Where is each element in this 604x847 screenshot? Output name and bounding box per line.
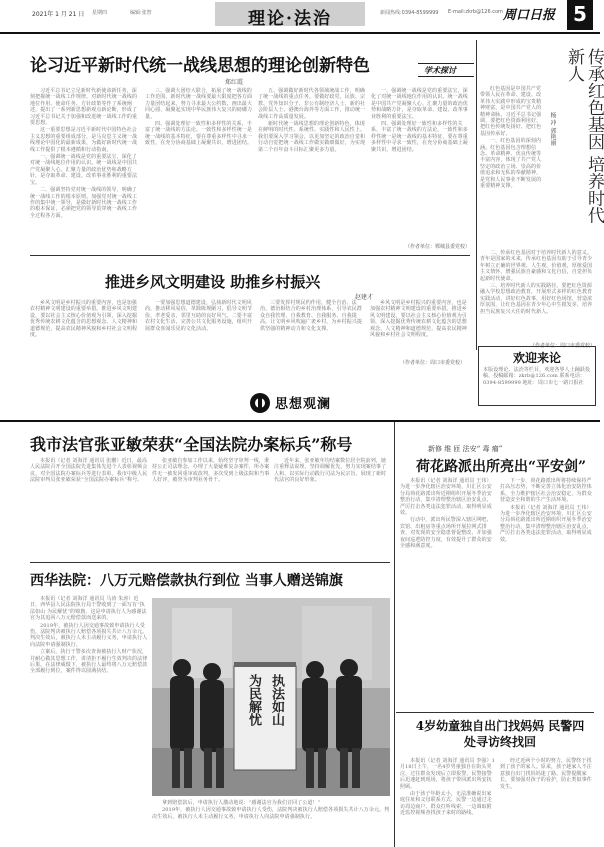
column-label: [418, 63, 474, 77]
paragraph: 本报讯（记者 刘海洋 通讯员 马涛 朱涛）近日，西华县人民法院执行局干警收到了一面写有“执法如山 为民解忧”的锦旗，这是申请执行人为感谢法官为其追回八万元赔偿款而送来的。: [30, 596, 147, 622]
paragraph: 一、强调统一战线是党的重要法宝，深化了对统一战线地位作用的认识。统一战线是中国共产党凝聚人心、汇聚力量的政治优势和战略方针，是夺取革命、建设、改革事业胜利的重要法宝。: [30, 154, 138, 186]
page-number-box: [567, 0, 593, 30]
paragraph: 三、培养时代新人的实践路径。要把红色资源融入学校思想政治教育，开展形式多样的红色教育实践活动，讲好红色故事，用好红色场馆，营造浓厚氛围，让红色基因在青少年心中生根发芽，培养担当民族复兴大任的时代新人。: [480, 283, 593, 315]
news-email: E-mail:zkrb@126.com: [448, 9, 503, 15]
masthead-rule: [0, 32, 600, 34]
column-divider: [476, 40, 477, 350]
paragraph: 新时代统一战线思想的理论创新特色，体现在鲜明的时代性、系统性、实践性和人民性上。我们要深入学习领会，以更加坚定的政治自觉和行动自觉把统一战线工作做实做细做好，为实现第二个百年奋斗目标汇聚更多力量。: [258, 121, 366, 153]
article2-author: 赵建才: [355, 294, 374, 301]
paragraph: 由于孩子年龄太小，无法准确说出家庭住址和父母联系方式，民警一边通过走访周边商户、群众打听线索，一边调取附近监控视频查找孩子来时的路线。: [400, 791, 492, 817]
paragraph: 下一步，荷花路派出所将持续保持严打高压态势，不断完善立体化治安防控体系，全力维护辖区社会治安稳定，为群众营造安全和谐的生产生活环境。: [500, 478, 592, 504]
paragraph: 乡风文明是乡村振兴的重要内容，也是加强农村精神文明建设的重要举措。推进乡风文明建设，要以社会主义核心价值观为引领，深入挖掘优秀传统农耕文化蕴含的思想观念、人文精神和道德规范，提高农民精神风貌和乡村社会文明程度。: [370, 300, 467, 339]
article3-body-col2: [152, 458, 270, 558]
article1-affiliation: （作者单位：郸城县委党校）: [405, 244, 471, 250]
article4-headline: 西华法院：八万元赔偿款执行到位 当事人赠送锦旗: [30, 573, 343, 589]
paper-name: 周口日报: [503, 8, 556, 23]
paragraph: 四、强调处理好一致性和多样性的关系，丰富了统一战线的方法论。一致性和多样性统一是统一战线的基本特征，要在尊重多样性中寻求一致性，在充分协商基础上凝聚共识，增进团结。: [145, 121, 253, 147]
paragraph: 一要加强思想道德建设，弘扬新时代文明风尚，推动移风易俗，革除陈规陋习，倡导文明节俭、孝老爱亲、邻里互助的良好风气。二要丰富农村文化生活，完善公共文化服务设施，组织开展群众喜闻乐见的文化活动。: [145, 300, 253, 332]
paragraph: 拿到赔偿款后，申请执行人激动地说：“感谢法官为我们讨回了公道！”: [162, 800, 321, 806]
paragraph: 习近平总书记立足新时代新使命新任务，深刻把握统一战线工作规律，对新时代统一战线的地位作用、使命任务、方针政策等作了系统阐述，提出了一系列新思想新观点新论断，形成了习近平总书记关于加强和改进统一战线工作的重要思想。: [30, 88, 138, 127]
article1-author: 郑红霞: [225, 79, 244, 86]
column-title: [564, 48, 604, 233]
column-author: 杨 冲 郭艳丽: [549, 112, 556, 146]
article5-body: [400, 478, 495, 706]
sixiang-emblem-icon: [249, 392, 271, 414]
article3-body: [30, 458, 148, 558]
news-hotline: 新闻热线:0394-8599999: [380, 10, 439, 16]
masthead: [0, 0, 600, 44]
paragraph: 行动中，派出所民警深入辖区网吧、宾馆、出租房等重点场所开展拉网式排查，对发现的安全隐患督促整改，并加强夜间巡逻防控力度，有效提升了群众的安全感和满意度。: [400, 517, 492, 550]
column-body: [480, 86, 542, 246]
article4-body-tail: [152, 800, 390, 844]
paragraph: 四、强调处理好一致性和多样性的关系，丰富了统一战线的方法论。一致性和多样性统一是统一战线的基本特征，要在尊重多样性中寻求一致性，在充分协商基础上凝聚共识，增进团结。: [371, 121, 468, 153]
paragraph: 经过近两个小时的努力，民警终于找到了孩子的家人。原来，孩子趁家人不注意独自出门找妈妈迷了路。民警提醒家长，要加强对孩子的看护，防止类似事件发生。: [500, 758, 592, 790]
paragraph: 乡风文明是乡村振兴的重要内容，也是加强农村精神文明建设的重要举措。推进乡风文明建设，要以社会主义核心价值观为引领，深入挖掘优秀传统农耕文化蕴含的思想观念、人文精神和道德规范，提高农民精神风貌和乡村社会文明程度。: [30, 300, 138, 339]
article2-headline: 推进乡风文明建设 助推乡村振兴: [105, 273, 321, 291]
article1-body-col2: [145, 88, 253, 242]
paragraph: 五、强调做好新时代各领域统战工作，明确了统一战线的重点任务。要做好政党、民族、宗教、党外知识分子、非公有制经济人士、新的社会阶层人士、港澳台海外等方面工作，推动统一战线工作高质量发展。: [258, 88, 366, 120]
article2-body-col4: [370, 300, 470, 358]
paragraph: 2019年，被执行人因交通事故致申请执行人受伤，法院判决被执行人赔偿各项损失共计八万余元。判决生效后，被执行人未主动履行义务，申请执行人向法院申请强制执行。: [152, 807, 390, 820]
paragraph: 本报讯（记者 刘海洋 通讯员 王伟）为进一步净化辖区治安环境，川汇区公安分局荷花路派出所近期组织开展冬季治安整治行动，集中清理整治辖区治安乱点，严厉打击各类违法犯罪活动，取得明显成效。: [400, 478, 492, 517]
article6-body-col2: [500, 758, 594, 844]
paragraph: 本报讯（记者 刘海洋 通讯员 王伟）为进一步净化辖区治安环境，川汇区公安分局荷花路派出所近期组织开展冬季治安整治行动，集中清理整治辖区治安乱点，严厉打击各类违法犯罪活动，取得明显成效。: [500, 504, 592, 543]
article1-body: [30, 88, 140, 242]
column-affiliation: （作者单位：周口市委党校）: [530, 343, 596, 349]
article1-body-col3: [258, 88, 366, 242]
paragraph: 三要发挥村规民约作用，健全自治、法治、德治相结合的乡村治理体系，引导农民群众自我管理、自我教育、自我服务、自我提高，让文明乡风吹遍广袤乡村，为乡村振兴提供坚强的精神动力和文化支撑。: [260, 300, 363, 332]
paragraph: 一、红色基因的深刻内涵。红色基因包含理想信念、革命精神、优良传统等丰富内容，体现了共产党人坚定的政治立场、崇高的价值追求和无私的奉献精神，是党和人民事业不断发展的重要精神支撑。: [480, 138, 542, 190]
article3-headline: 我市法官张亚敏荣获“全国法院办案标兵”称号: [30, 435, 353, 454]
right-divider: [394, 422, 395, 847]
paragraph: 本报讯（记者 刘海洋 通讯员 张鹏）近日，最高人民法院召开全国法院先进集体先进个人表彰视频会议，对全国法院办案标兵等进行表彰。我市中级人民法院审判员张亚敏荣获“全国法院办案标兵”称号。: [30, 458, 148, 484]
paragraph: 这一重要思想是习近平新时代中国特色社会主义思想的重要组成部分，是马克思主义统一战线理论中国化的最新成果，为做好新时代统一战线工作提供了根本遵循和行动指南。: [30, 127, 138, 153]
paragraph: 立案后，执行干警多次查询被执行人财产状况，并耐心做其思想工作，讲清拒不履行生效判决的法律后果。在法律威慑下，被执行人最终将八万元赔偿款全部履行到位，案件得以圆满执结。: [30, 649, 148, 675]
sixiang-label: 思想观澜: [275, 397, 332, 412]
paragraph: 一、强调统一战线是党的重要法宝，深化了对统一战线地位作用的认识。统一战线是中国共产党凝聚人心、汇聚力量的政治优势和战略方针，是夺取革命、建设、改革事业胜利的重要法宝。: [371, 88, 468, 120]
column-label-text: 学术探讨: [424, 65, 456, 75]
banner-line: 执法如山: [269, 674, 284, 726]
column-title-text: 传承红色基因 培养时代新人: [564, 48, 604, 224]
article2-top-rule: [30, 255, 470, 256]
welcome-box: [478, 346, 596, 406]
article2-body-col2: [145, 300, 255, 420]
sixiang-logo: [249, 390, 369, 416]
paragraph: 二、强调坚持党对统一战线的领导，明确了统一战线工作的根本原则。加强党对统一战线工作的集中统一领导，是做好新时代统一战线工作的根本保证，必须把党的领导贯穿统一战线工作全过程各方面。: [30, 187, 138, 219]
issue-weekday: 星期四: [92, 10, 108, 16]
article3-top-rule: [0, 420, 600, 422]
article3-body-col3: [274, 458, 390, 558]
section-title-box: [215, 2, 365, 29]
article6-headline-1: [410, 718, 590, 750]
paragraph: 2019年，被执行人因交通事故致申请执行人受伤，法院判决被执行人赔偿各项损失共计八万余元。判决生效后，被执行人未主动履行义务，申请执行人向法院申请强制执行。: [30, 622, 148, 648]
article6-headline: 4岁幼童独自出门找妈妈 民警四处寻访终找回: [415, 719, 585, 749]
welcome-body: 本版设理论、法治等栏目，欢迎各界人士踊跃投稿。投稿邮箱：zkrb@126.com 联系电话：0394-8599999 地址：周口市七一路日报社: [483, 367, 591, 386]
article6-top-rule: [396, 712, 594, 713]
article2-body: [30, 300, 140, 420]
paragraph: 本报讯（记者 刘海洋 通讯员 李强）1月18日上午，一名4岁男童独自在街头哭泣，过往群众发现后立即报警。民警接警后迅速赶到现场，将孩子带回派出所安抚照顾。: [400, 758, 495, 790]
page-number: 5: [573, 2, 587, 26]
welcome-title: 欢迎来论: [512, 351, 561, 365]
paragraph: 三、强调大团结大联合，拓展了统一战线的工作范围。新时代统一战线要最大限度把各方面力量团结起来，努力寻求最大公约数、画出最大同心圆，凝聚起实现中华民族伟大复兴的磅礴力量。: [145, 88, 253, 120]
article2-affiliation: （作者单位：周口市委党校）: [400, 360, 466, 366]
article1-body-col4: [371, 88, 471, 242]
paragraph: 红色基因是中国共产党带领人民在革命、建设、改革伟大实践中形成的宝贵精神财富，是中国共产党人的精神命脉。习近平总书记强调，要把红色资源利用好、把红色传统发扬好、把红色基因传承好。: [480, 86, 542, 137]
banner-line: 为民解忧: [246, 674, 261, 726]
issue-date: 2021年 1 月 21 日: [32, 11, 85, 18]
column-body-wide: [480, 250, 595, 342]
news-photo: [152, 598, 390, 796]
article5-body-col2: [500, 478, 594, 706]
banner-text: [236, 674, 294, 766]
article1-headline: 论习近平新时代统一战线思想的理论创新特色: [30, 56, 370, 76]
paragraph: 近年来，张亚敏年均结案数位居全院前列，她注重释法说理，坚持调解优先，努力实现案结事了人和，以实际行动践行司法为民宗旨，展现了新时代法官的良好形象。: [274, 458, 387, 484]
article6-body: [400, 758, 495, 844]
article5-kicker: 新修 维 匝 法安“ 毒 瘤”: [428, 445, 503, 453]
paragraph: 张亚敏自参加工作以来，始终坚守审判一线，秉持公正司法理念，办理了大量疑难复杂案件，所办案件无一被发回重审或改判，多次受到上级法院和当事人好评，被誉为审判业务骨干。: [152, 458, 270, 484]
section-title: 理论·法治: [248, 9, 332, 29]
article4-top-rule: [30, 562, 390, 563]
paragraph: 二、传承红色基因对于培养时代新人的意义。青年是国家的未来，传承红色基因有助于引导青少年树立正确的世界观、人生观、价值观，厚植爱国主义情怀，增强民族自豪感和文化自信，自觉担负起新时代使命。: [480, 250, 593, 282]
article4-body: [30, 596, 148, 841]
issue-editor: 编辑:张智: [130, 10, 152, 16]
article5-headline: 荷花路派出所亮出“平安剑”: [416, 459, 587, 475]
